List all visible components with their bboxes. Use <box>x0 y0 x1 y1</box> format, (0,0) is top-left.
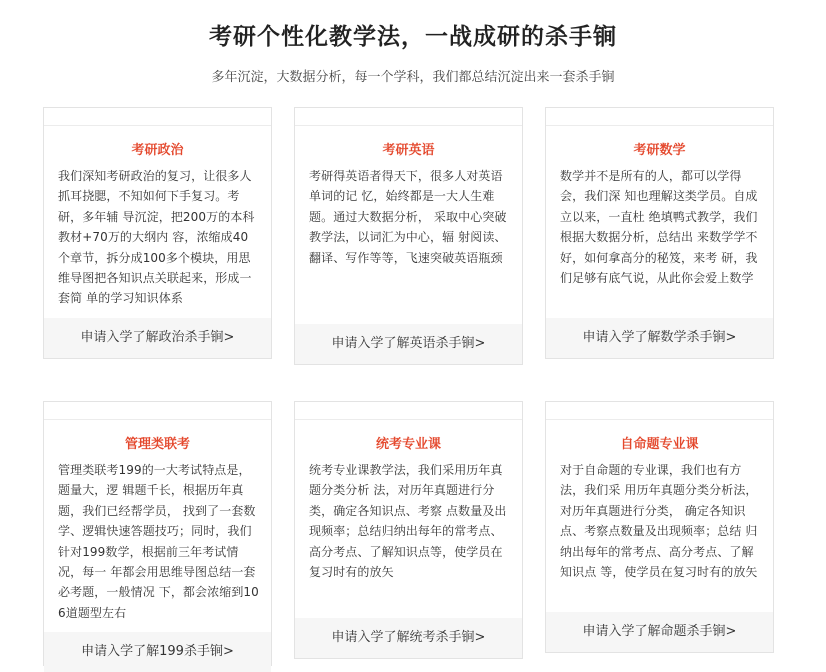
card-description: 统考专业课教学法，我们采用历年真题分类分析 法，对历年真题进行分类，确定各知识点、考察 点数量及出现频率；总结归纳出每年的常考点、高分考点、了解知识点等，使学员在复习时有的放矢 <box>309 463 507 580</box>
apply-math-link[interactable]: 申请入学了解数学杀手锏> <box>546 318 773 358</box>
card-title: 统考专业课 <box>375 437 441 452</box>
apply-english-link[interactable]: 申请入学了解英语杀手锏> <box>295 324 522 364</box>
card-math <box>545 107 774 359</box>
card-politics <box>43 107 272 359</box>
card-description: 考研得英语者得天下，很多人对英语单词的记 忆，始终都是一大人生难题。通过大数据分析， 采取中心突破教学法，以词汇为中心，辐 射阅读、翻译、写作等等，飞速突破英语瓶颈 <box>309 169 507 265</box>
card-title: 考研政治 <box>131 143 184 158</box>
apply-politics-link[interactable]: 申请入学了解政治杀手锏> <box>44 318 271 358</box>
card-management <box>43 401 272 666</box>
card-unified-major <box>294 401 523 659</box>
apply-199-link[interactable]: 申请入学了解199杀手锏> <box>44 632 271 672</box>
apply-self-proposed-link[interactable]: 申请入学了解命题杀手锏> <box>546 612 773 652</box>
apply-unified-link[interactable]: 申请入学了解统考杀手锏> <box>295 618 522 658</box>
card-description: 数学并不是所有的人，都可以学得会，我们深 知也理解这类学员。自成立以来，一直杜 绝填鸭式教学，我们根据大数据分析，总结出 来数学学不好，如何拿高分的秘笈，来考 研，我们足够有底气说，从此你会爱上数学 <box>560 169 758 286</box>
section-title: 考研个性化教学法，一战成研的杀手锏 <box>209 24 617 50</box>
card-title: 考研数学 <box>633 143 686 158</box>
card-description: 管理类联考199的一大考试特点是，题量大，逻 辑题千长，根据历年真题，我们已经帮学员， 找到了一套数学、逻辑快速答题技巧；同时，我们针对199数学，根据前三年考试情况，每一 年都会用思维导图总结一套必考题，一般情况 下，都会浓缩到106道题型左右 <box>58 463 259 620</box>
card-divider <box>546 108 773 126</box>
card-description: 我们深知考研政治的复习，让很多人抓耳挠腮，不知如何下手复习。考研，多年辅 导沉淀，把200万的本科教材+70万的大纲内 容，浓缩成40个章节，拆分成100多个模块，用思维导图把各知识点关联起来，形成一套简 单的学习知识体系 <box>58 169 255 306</box>
card-divider <box>295 402 522 420</box>
card-title: 自命题专业课 <box>620 437 699 452</box>
card-divider <box>546 402 773 420</box>
card-english <box>294 107 523 365</box>
card-divider <box>295 108 522 126</box>
card-title: 管理类联考 <box>124 437 190 452</box>
card-self-major <box>545 401 774 653</box>
section-subtitle: 多年沉淀，大数据分析，每一个学科，我们都总结沉淀出来一套杀手锏 <box>211 70 615 85</box>
card-divider <box>44 108 271 126</box>
card-divider <box>44 402 271 420</box>
card-description: 对于自命题的专业课，我们也有方法，我们采 用历年真题分类分析法，对历年真题进行分类， 确定各知识点、考察点数量及出现频率；总结 归纳出每年的常考点、高分考点、了解知识点 等，使学员在复习时有的放矢 <box>560 463 758 580</box>
card-title: 考研英语 <box>382 143 435 158</box>
